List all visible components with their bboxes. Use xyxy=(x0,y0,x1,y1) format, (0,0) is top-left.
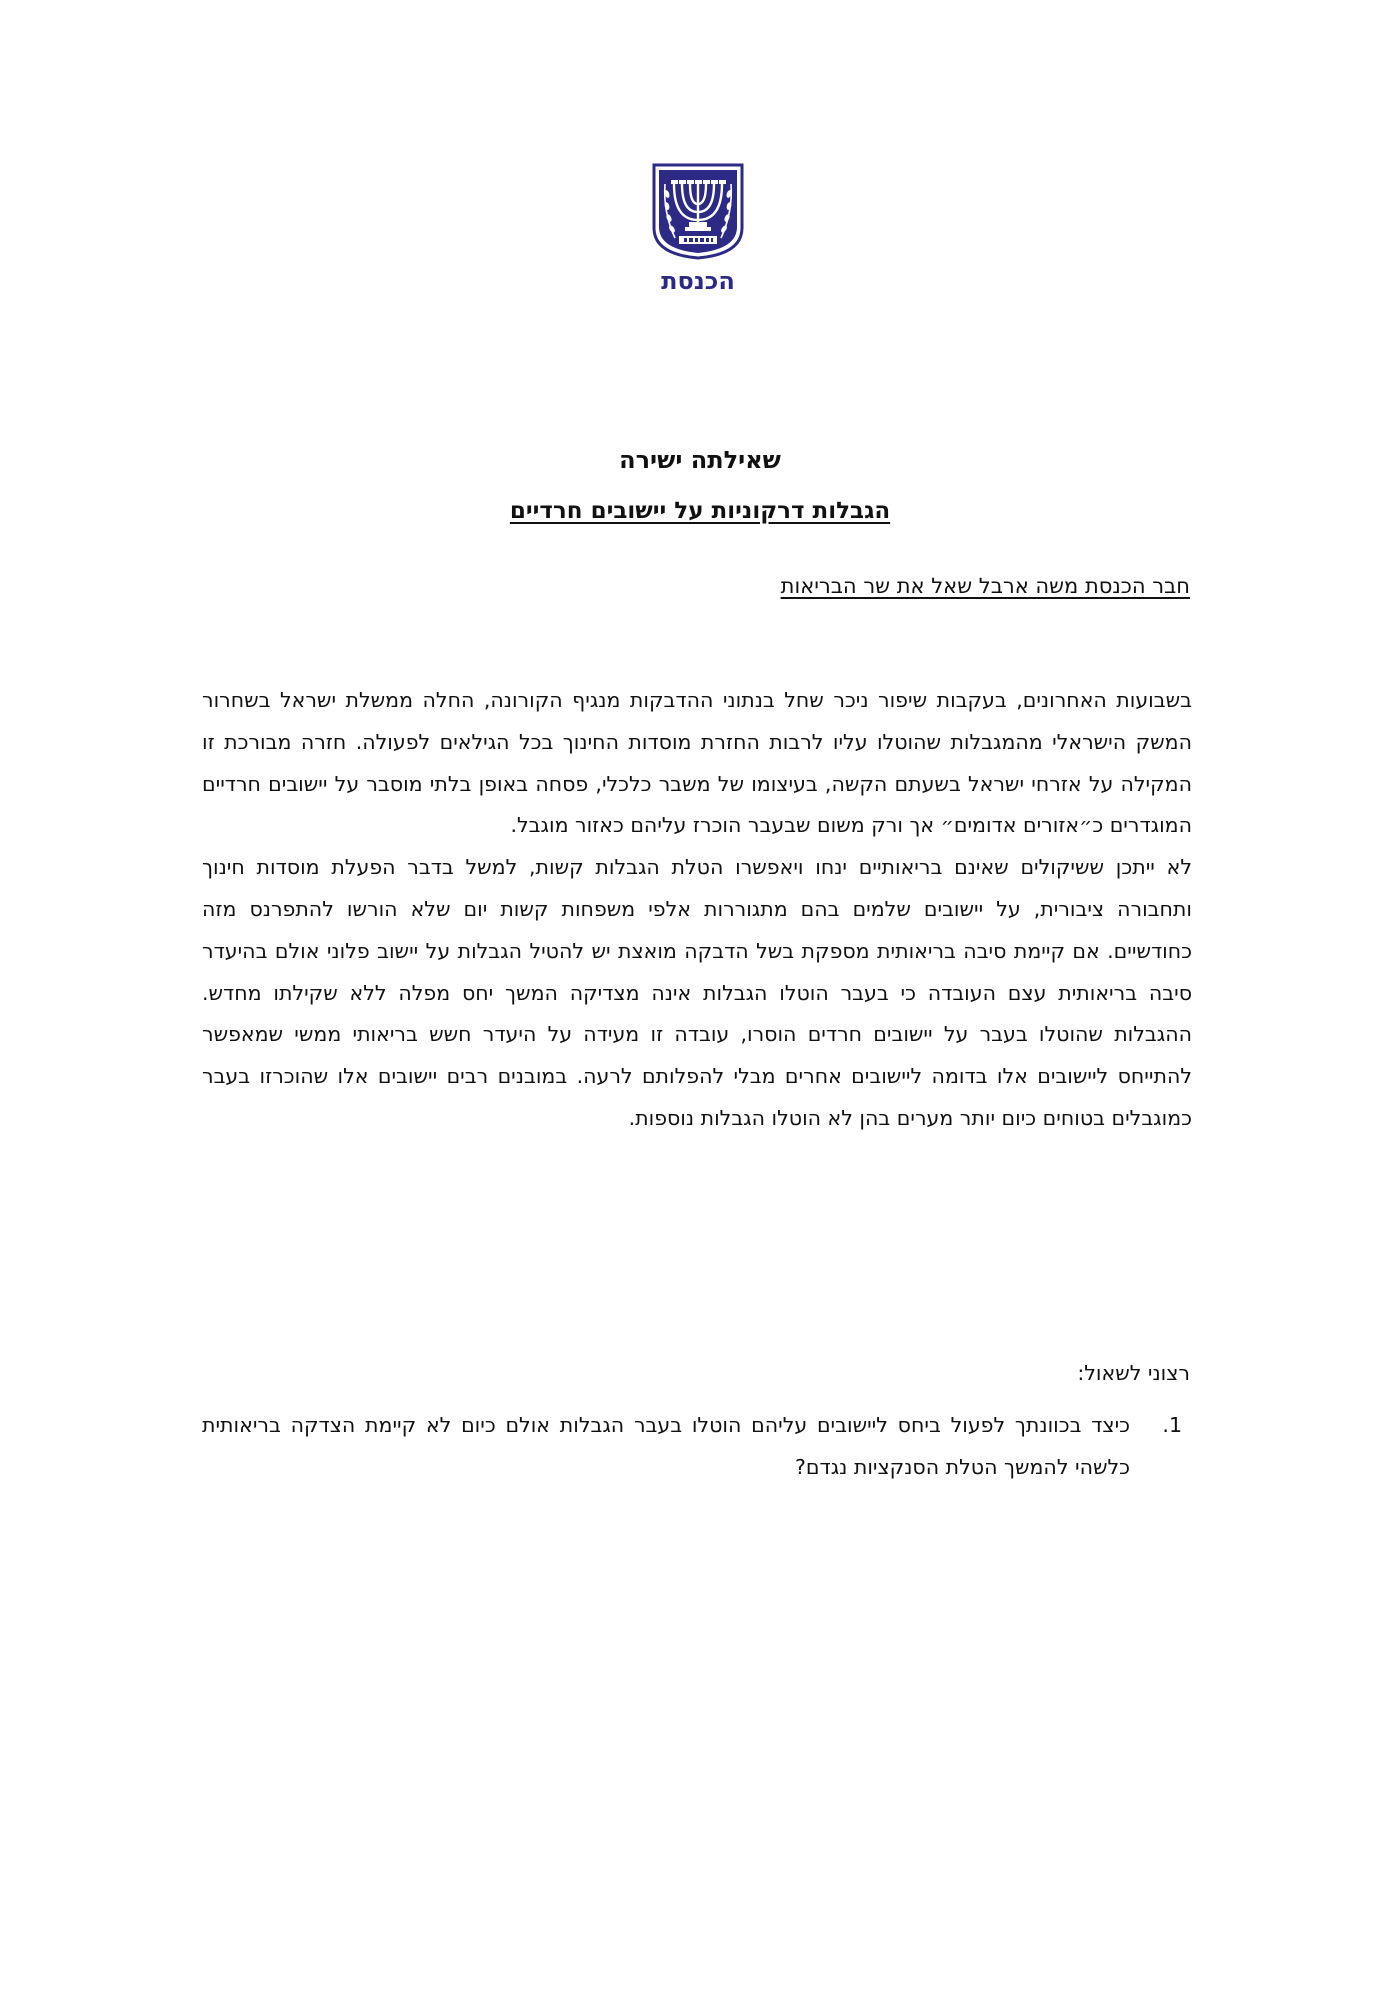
ask-intro: רצוני לשאול: xyxy=(1077,1361,1190,1385)
question-item xyxy=(202,1404,1192,1488)
state-emblem-icon xyxy=(651,162,745,260)
question-list xyxy=(202,1404,1192,1488)
document-title: שאילתה ישירה xyxy=(619,446,781,474)
body-paragraph: לא ייתכן ששיקולים שאינם בריאותיים ינחו ויאפשרו הטלת הגבלות קשות, למשל בדבר הפעלת מוסדות חינוך ותחבורה ציבורית, על יישובים שלמים בהם מתגוררות אלפי משפחות קשות יום שלא הורשו להתפרנס מזה כחודשיים. אם קיימת סיבה בריאותית מספקת בשל הדבקה מואצת יש להטיל הגבלות על יישוב פלוני אולם בהיעדר סיבה בריאותית עצם העובדה כי בעבר הוטלו הגבלות אינה מצדיקה המשך יחס מפלה ללא שקילתו מחדש. ההגבלות שהוטלו בעבר על יישובים חרדים הוסרו, עובדה זו מעידה על היעדר חשש בריאותי ממשי שמאפשר להתייחס ליישובים אלו בדומה ליישובים אחרים מבלי להפלותם לרעה. במובנים רבים יישובים אלו שהוכרזו בעבר כמוגבלים בטוחים כיום יותר מערים בהן לא הוטלו הגבלות נוספות. xyxy=(202,855,1192,1130)
question-addressee-line: חבר הכנסת משה ארבל שאל את שר הבריאות xyxy=(780,574,1190,598)
question-body xyxy=(202,680,1192,1140)
knesset-emblem-caption: הכנסת xyxy=(661,267,735,295)
body-paragraph: בשבועות האחרונים, בעקבות שיפור ניכר שחל בנתוני ההדבקות מנגיף הקורונה, החלה ממשלת ישראל בשחרור המשק הישראלי מהמגבלות שהוטלו עליו לרבות החזרת מוסדות החינוך בכל הגילאים לפעולה. חזרה מבורכת זו המקילה על אזרחי ישראל בשעתם הקשה, בעיצומו של משבר כלכלי, פסחה באופן בלתי מוסבר על יישובים חרדיים המוגדרים כ״אזורים אדומים״ אך ורק משום שבעבר הוכרז עליהם כאזור מוגבל. xyxy=(202,688,1192,838)
question-text: כיצד בכוונתך לפעול ביחס ליישובים עליהם הוטלו בעבר הגבלות אולם כיום לא קיימת הצדקה בריאותית כלשהי להמשך הטלת הסנקציות נגדם? xyxy=(202,1413,1130,1479)
document-subtitle: הגבלות דרקוניות על יישובים חרדיים xyxy=(509,498,891,524)
question-number: 1. xyxy=(1162,1413,1182,1437)
